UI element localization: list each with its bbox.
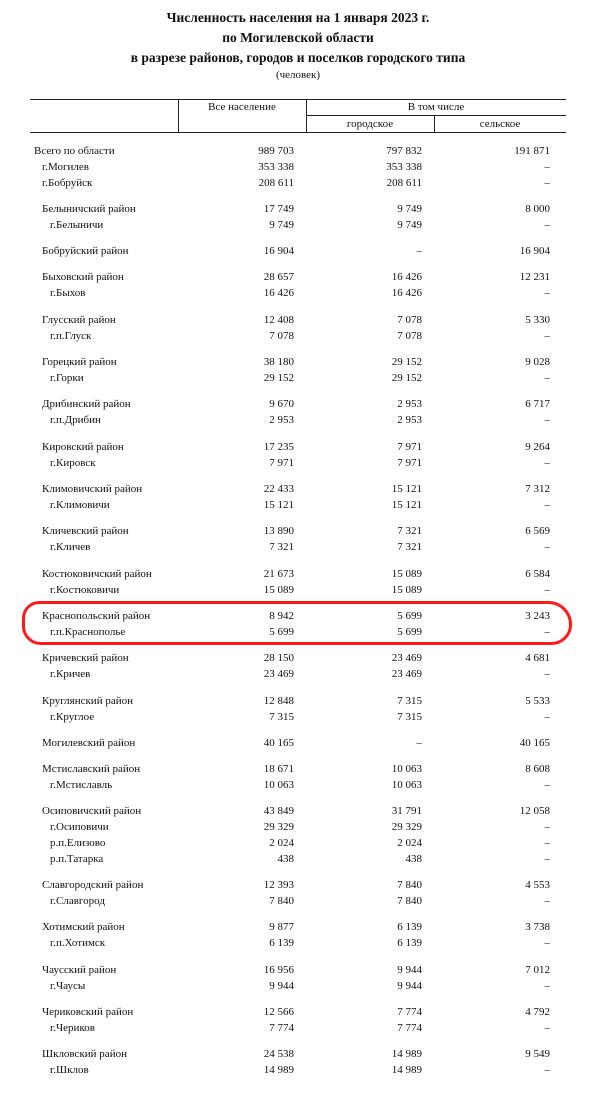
cell-all: 989 703 [258,145,294,157]
cell-rural: – [544,711,550,723]
col-header-rural: сельское [479,118,521,130]
cell-all: 14 989 [263,1064,294,1076]
row-name: г.Горки [50,372,84,384]
cell-all: 16 956 [263,964,294,976]
header-sub-rule [306,115,566,116]
cell-rural: 4 681 [525,652,550,664]
cell-rural: – [544,330,550,342]
cell-rural: 3 243 [525,610,550,622]
cell-all: 353 338 [258,161,294,173]
header-bottom-rule [30,132,566,133]
cell-rural: – [544,779,550,791]
cell-all: 16 426 [263,287,294,299]
row-name: Быховский район [42,271,124,283]
row-name: Чериковский район [42,1006,134,1018]
table-row [0,313,596,329]
table-row [0,286,596,302]
cell-urban: 29 329 [391,821,422,833]
cell-all: 7 315 [269,711,294,723]
cell-urban: 29 152 [391,356,422,368]
cell-rural: – [544,626,550,638]
row-name: Горецкий район [42,356,117,368]
cell-urban: 2 024 [397,837,422,849]
cell-rural: 5 330 [525,314,550,326]
cell-urban: 9 944 [397,980,422,992]
table-row [0,804,596,820]
cell-urban: 6 139 [397,921,422,933]
table-row [0,852,596,868]
cell-rural: 8 608 [525,763,550,775]
table-row [0,979,596,995]
row-name: Краснопольский район [42,610,151,622]
table-row [0,710,596,726]
cell-all: 12 408 [263,314,294,326]
cell-urban: 10 063 [391,779,422,791]
row-name: Хотимский район [42,921,125,933]
row-name: Белыничский район [42,203,136,215]
row-name: Славгородский район [42,879,144,891]
cell-all: 12 566 [263,1006,294,1018]
table-row [0,1021,596,1037]
row-name: г.Чериков [50,1022,95,1034]
cell-rural: 12 231 [519,271,550,283]
table-row [0,894,596,910]
cell-urban: 9 749 [397,203,422,215]
cell-urban: 2 953 [397,414,422,426]
cell-all: 7 971 [269,457,294,469]
col-header-including: В том числе [407,101,465,113]
cell-all: 7 840 [269,895,294,907]
cell-rural: – [544,837,550,849]
row-name: г.Быхов [50,287,86,299]
table-row [0,413,596,429]
col-header-all: Все население [208,101,276,113]
cell-urban: 14 989 [391,1064,422,1076]
row-name: Всего по области [34,145,115,157]
row-name: г.п.Хотимск [50,937,106,949]
cell-rural: 4 792 [525,1006,550,1018]
cell-urban: 23 469 [391,668,422,680]
cell-all: 7 774 [269,1022,294,1034]
table-row [0,202,596,218]
cell-urban: 7 315 [397,695,422,707]
row-name: г.Бобруйск [42,177,93,189]
col-header-urban: городское [346,118,394,130]
table-row [0,160,596,176]
cell-all: 9 670 [269,398,294,410]
cell-urban: 7 321 [397,525,422,537]
row-name: р.п.Елизово [50,837,106,849]
row-name: г.Славгород [50,895,105,907]
cell-rural: – [544,937,550,949]
cell-rural: 5 533 [525,695,550,707]
table-row [0,694,596,710]
cell-rural: – [544,219,550,231]
row-name: г.п.Дрибин [50,414,101,426]
cell-rural: 6 584 [525,568,550,580]
cell-urban: 7 971 [397,441,422,453]
cell-rural: 40 165 [519,737,550,749]
cell-rural: 8 000 [525,203,550,215]
row-name: г.Круглое [50,711,95,723]
row-name: Могилевский район [42,737,136,749]
cell-rural: 4 553 [525,879,550,891]
cell-urban: 15 089 [391,568,422,580]
row-name: г.Осиповичи [50,821,109,833]
cell-urban: 5 699 [397,610,422,622]
table-row [0,270,596,286]
table-row [0,567,596,583]
table-row [0,218,596,234]
table-row [0,144,596,160]
row-name: г.Кировск [50,457,96,469]
cell-all: 438 [277,853,294,865]
cell-urban: 7 321 [397,541,422,553]
table-row [0,371,596,387]
cell-rural: 7 012 [525,964,550,976]
cell-urban: 10 063 [391,763,422,775]
row-name: г.п.Краснополье [50,626,126,638]
table-row [0,583,596,599]
cell-rural: 16 904 [519,245,550,257]
row-name: Круглянский район [42,695,133,707]
cell-rural: – [544,414,550,426]
table-row [0,524,596,540]
cell-all: 17 749 [263,203,294,215]
cell-all: 9 749 [269,219,294,231]
table-row [0,397,596,413]
cell-rural: 6 569 [525,525,550,537]
row-name: Осиповичский район [42,805,142,817]
table-row [0,440,596,456]
table-row [0,667,596,683]
table-row [0,778,596,794]
table-row [0,176,596,192]
cell-urban: 9 944 [397,964,422,976]
cell-rural: – [544,895,550,907]
cell-urban: 15 089 [391,584,422,596]
cell-urban: 797 832 [386,145,422,157]
cell-urban: 6 139 [397,937,422,949]
row-name: г.Климовичи [50,499,110,511]
cell-all: 22 433 [263,483,294,495]
table-row [0,244,596,260]
cell-all: 16 904 [263,245,294,257]
table-row [0,936,596,952]
cell-all: 8 942 [269,610,294,622]
cell-rural: 191 871 [514,145,550,157]
table-row [0,1005,596,1021]
title-line-1: Численность населения на 1 января 2023 г. [166,10,430,25]
cell-all: 6 139 [269,937,294,949]
table-row [0,329,596,345]
table-row [0,920,596,936]
cell-all: 208 611 [258,177,294,189]
row-name: г.Могилев [42,161,89,173]
table-row [0,498,596,514]
cell-all: 10 063 [263,779,294,791]
cell-rural: – [544,177,550,189]
cell-urban: 7 078 [397,330,422,342]
row-name: г.Кличев [50,541,91,553]
cell-all: 21 673 [263,568,294,580]
cell-all: 29 152 [263,372,294,384]
cell-rural: – [544,853,550,865]
cell-rural: – [544,821,550,833]
table-row [0,355,596,371]
cell-urban: 7 971 [397,457,422,469]
table-row [0,963,596,979]
cell-all: 5 699 [269,626,294,638]
cell-urban: – [416,245,422,257]
cell-urban: 9 749 [397,219,422,231]
cell-urban: 16 426 [391,287,422,299]
cell-urban: 31 791 [391,805,422,817]
cell-all: 12 848 [263,695,294,707]
row-name: г.Кричев [50,668,91,680]
row-name: г.п.Глуск [50,330,92,342]
cell-rural: 9 028 [525,356,550,368]
cell-urban: 7 840 [397,895,422,907]
cell-all: 13 890 [263,525,294,537]
row-name: г.Белыничи [50,219,104,231]
cell-rural: – [544,287,550,299]
unit-label: (человек) [275,69,321,81]
cell-all: 28 150 [263,652,294,664]
cell-rural: – [544,457,550,469]
cell-all: 12 393 [263,879,294,891]
cell-all: 2 953 [269,414,294,426]
table-row [0,456,596,472]
cell-all: 40 165 [263,737,294,749]
cell-rural: – [544,372,550,384]
cell-all: 15 121 [263,499,294,511]
cell-rural: 9 264 [525,441,550,453]
hand-drawn-highlight [22,601,572,645]
cell-all: 7 321 [269,541,294,553]
cell-all: 23 469 [263,668,294,680]
cell-urban: 438 [405,853,422,865]
cell-urban: 2 953 [397,398,422,410]
header-top-rule [30,99,566,100]
cell-urban: 14 989 [391,1048,422,1060]
cell-rural: – [544,161,550,173]
cell-rural: 7 312 [525,483,550,495]
cell-rural: – [544,668,550,680]
cell-rural: – [544,584,550,596]
title-line-3: в разрезе районов, городов и поселков городского типа [130,50,466,65]
cell-urban: 353 338 [386,161,422,173]
row-name: Кличевский район [42,525,129,537]
table-row [0,836,596,852]
table-row [0,1063,596,1079]
cell-rural: 9 549 [525,1048,550,1060]
cell-urban: 29 152 [391,372,422,384]
title-line-2: по Могилевской области [222,30,374,45]
row-name: Бобруйский район [42,245,129,257]
row-name: Глусский район [42,314,116,326]
cell-rural: – [544,1064,550,1076]
cell-all: 15 089 [263,584,294,596]
cell-all: 2 024 [269,837,294,849]
row-name: Дрибинский район [42,398,131,410]
cell-all: 9 877 [269,921,294,933]
cell-urban: 16 426 [391,271,422,283]
cell-urban: 7 078 [397,314,422,326]
cell-rural: 12 058 [519,805,550,817]
cell-rural: – [544,499,550,511]
cell-all: 24 538 [263,1048,294,1060]
cell-rural: 6 717 [525,398,550,410]
row-name: г.Чаусы [50,980,86,992]
cell-urban: 15 121 [391,499,422,511]
row-name: Кировский район [42,441,124,453]
cell-urban: 15 121 [391,483,422,495]
cell-rural: – [544,1022,550,1034]
row-name: г.Мстиславль [50,779,113,791]
cell-urban: 7 315 [397,711,422,723]
cell-urban: 23 469 [391,652,422,664]
cell-rural: 3 738 [525,921,550,933]
row-name: Шкловский район [42,1048,127,1060]
cell-all: 9 944 [269,980,294,992]
cell-rural: – [544,980,550,992]
cell-urban: 7 774 [397,1022,422,1034]
table-row [0,762,596,778]
table-row [0,482,596,498]
cell-all: 17 235 [263,441,294,453]
table-row [0,820,596,836]
row-name: Кричевский район [42,652,129,664]
row-name: Чаусский район [42,964,117,976]
cell-all: 7 078 [269,330,294,342]
row-name: Костюковичский район [42,568,152,580]
cell-all: 28 657 [263,271,294,283]
cell-rural: – [544,541,550,553]
cell-all: 29 329 [263,821,294,833]
row-name: Климовичский район [42,483,143,495]
table-row [0,736,596,752]
cell-all: 18 671 [263,763,294,775]
cell-urban: 7 774 [397,1006,422,1018]
table-row [0,1047,596,1063]
cell-all: 43 849 [263,805,294,817]
table-row [0,651,596,667]
cell-urban: – [416,737,422,749]
row-name: Мстиславский район [42,763,141,775]
cell-urban: 7 840 [397,879,422,891]
cell-urban: 5 699 [397,626,422,638]
row-name: р.п.Татарка [50,853,104,865]
cell-urban: 208 611 [386,177,422,189]
row-name: г.Шклов [50,1064,89,1076]
row-name: г.Костюковичи [50,584,120,596]
table-row [0,540,596,556]
cell-all: 38 180 [263,356,294,368]
table-row [0,878,596,894]
